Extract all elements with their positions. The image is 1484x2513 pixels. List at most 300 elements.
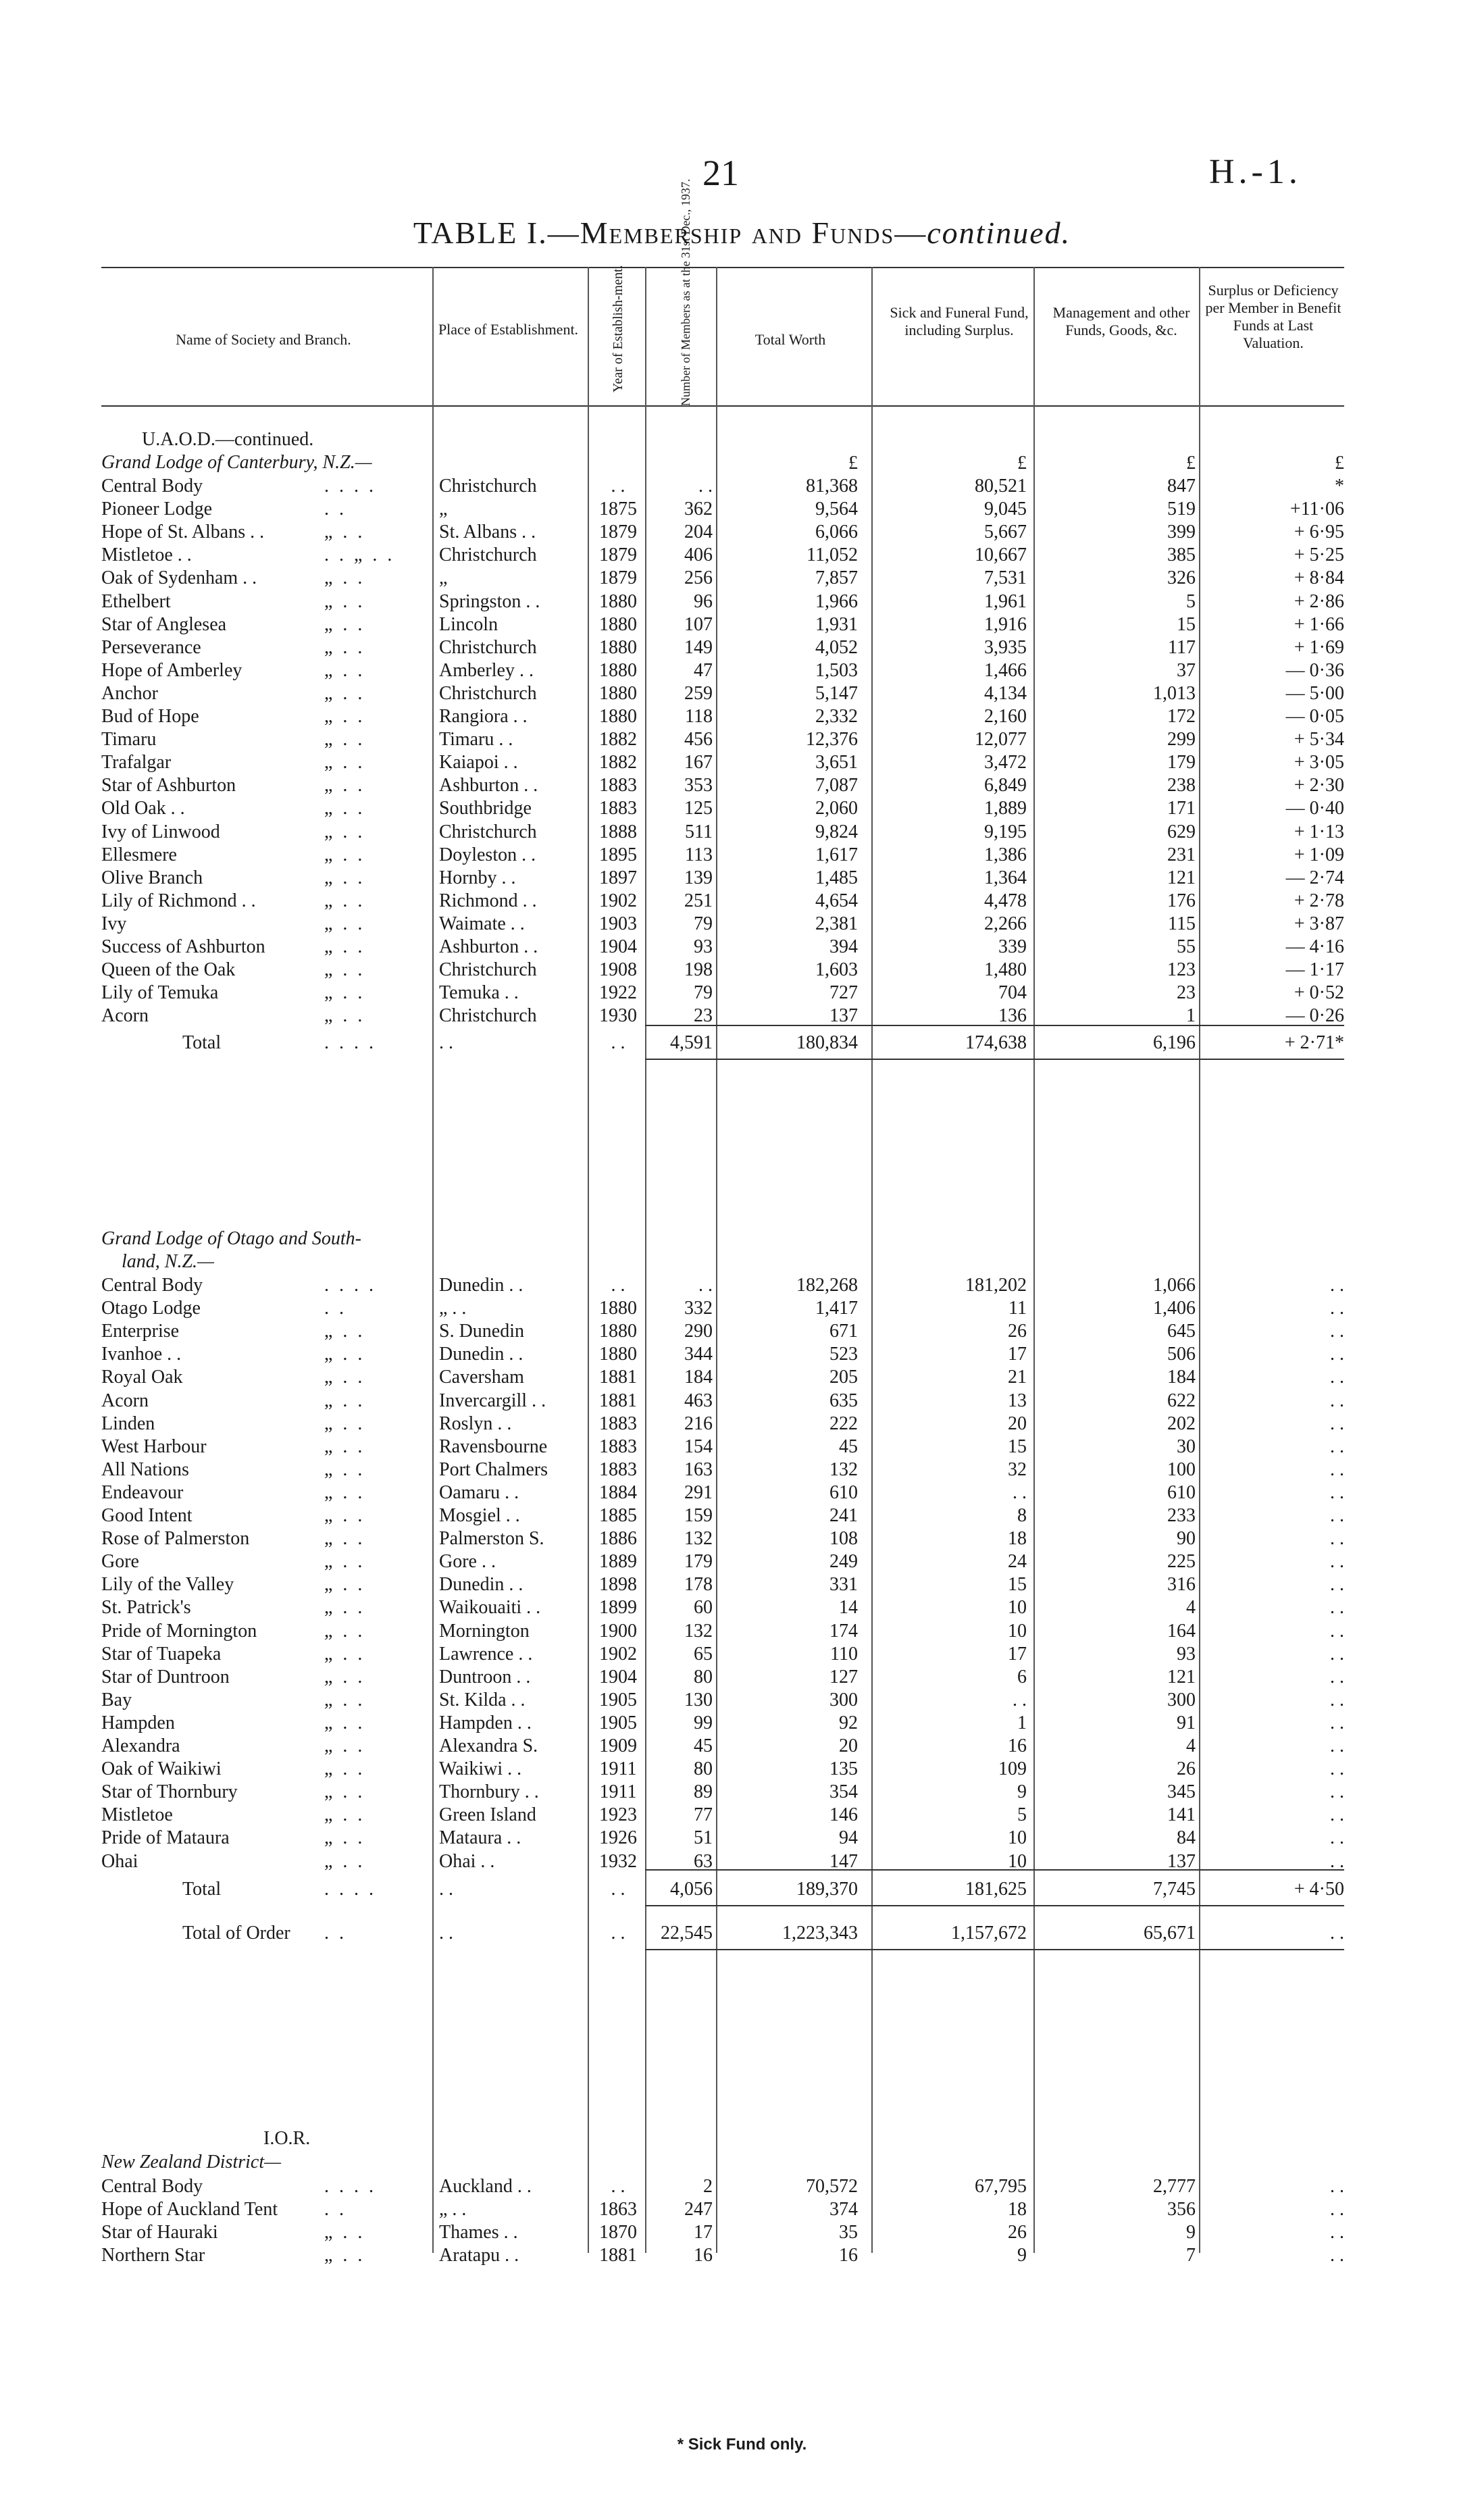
cell-sick: 1,889 — [984, 798, 1027, 819]
cell-place: Doyleston . . — [439, 844, 536, 865]
cell-year: 1905 — [599, 1712, 637, 1733]
cell-dots: „ . . — [324, 1735, 365, 1756]
total-rule — [645, 1059, 1344, 1060]
cell-place: „ — [439, 499, 448, 520]
cell-mgmt: 23 — [1177, 982, 1196, 1004]
cell-worth: 2,060 — [815, 798, 858, 819]
cell-place: Mornington — [439, 1620, 530, 1642]
cell-surplus: . . — [1330, 1298, 1344, 1319]
cell-members: 107 — [684, 613, 713, 635]
cell-place: „ . . — [439, 2199, 467, 2220]
cell-worth: 6,066 — [815, 522, 858, 543]
cell-name: Star of Hauraki — [101, 2222, 218, 2243]
cell-worth: 205 — [829, 1367, 858, 1388]
cell-year: 1880 — [599, 1298, 637, 1319]
cell-year: 1870 — [599, 2222, 637, 2243]
cell-surplus: + 3·05 — [1294, 752, 1344, 773]
cell-mgmt: 610 — [1167, 1481, 1196, 1503]
cell-name: Lily of Richmond . . — [101, 890, 256, 911]
table-row — [101, 498, 1344, 521]
cell-worth: 70,572 — [806, 2176, 858, 2197]
cell-name: Ohai — [101, 1850, 138, 1872]
cell-mgmt: 316 — [1167, 1574, 1196, 1596]
cell-sick: 181,202 — [965, 1275, 1027, 1296]
cell-mgmt: 176 — [1167, 890, 1196, 911]
cell-place: Roslyn . . — [439, 1413, 512, 1434]
cell-year: 1911 — [599, 1781, 637, 1803]
cell-worth: 1,931 — [815, 613, 858, 635]
cell-sick: 21 — [1008, 1367, 1027, 1388]
cell-dots: „ . . — [324, 706, 365, 727]
section-title: Grand Lodge of Otago and South- — [101, 1228, 361, 1249]
cell-sick: 24 — [1008, 1551, 1027, 1573]
cell-surplus: . . — [1330, 1804, 1344, 1826]
cell-surplus: + 1·66 — [1294, 613, 1344, 635]
cell-year: 1883 — [599, 1436, 637, 1457]
cell-members: 23 — [694, 1005, 713, 1027]
cell-year: 1863 — [599, 2199, 637, 2220]
cell-year: 1884 — [599, 1481, 637, 1503]
cell-surplus: * — [1335, 476, 1344, 497]
cell-worth: 610 — [829, 1481, 858, 1503]
cell-worth: 394 — [829, 936, 858, 957]
cell-name: Ivy of Linwood — [101, 821, 220, 842]
table-title — [0, 215, 1484, 251]
cell-mgmt: 1,406 — [1153, 1298, 1196, 1319]
section-subtitle: New Zealand District— — [101, 2152, 282, 2173]
cell-sick: 15 — [1008, 1574, 1027, 1596]
cell-year: 1880 — [599, 613, 637, 635]
cell-mgmt: 519 — [1167, 499, 1196, 520]
cell-year: 1923 — [599, 1804, 637, 1826]
cell-name: Central Body — [101, 1275, 203, 1296]
cell-members: 179 — [684, 1551, 713, 1573]
cell-name: Ethelbert — [101, 590, 171, 612]
table-row — [101, 705, 1344, 728]
cell-year: 1883 — [599, 1458, 637, 1480]
cell-place: Rangiora . . — [439, 706, 528, 727]
cell-members: 93 — [694, 936, 713, 957]
cell-place: Waikiwi . . — [439, 1758, 522, 1780]
cell-name: Pride of Mornington — [101, 1620, 257, 1642]
cell-sick: 13 — [1008, 1390, 1027, 1411]
cell-worth: 110 — [830, 1643, 858, 1665]
cell-name: Total of Order — [182, 1923, 290, 1944]
cell-members: 344 — [684, 1344, 713, 1365]
cell-mgmt: 225 — [1167, 1551, 1196, 1573]
table-row — [101, 1804, 1344, 1827]
cell-place: Caversham — [439, 1367, 524, 1388]
cell-place: Thames . . — [439, 2222, 518, 2243]
header-name: Name of Society and Branch. — [176, 331, 351, 348]
cell-name: Lily of Temuka — [101, 982, 219, 1004]
cell-sick: 26 — [1008, 1321, 1027, 1342]
cell-place: Invercargill . . — [439, 1390, 546, 1411]
cell-sick: 109 — [998, 1758, 1027, 1780]
cell-name: Total — [182, 1032, 222, 1053]
section-subtitle: Grand Lodge of Canterbury, N.Z.— — [101, 452, 372, 473]
cell-sick: 2,160 — [984, 706, 1027, 727]
cell-name: Total — [182, 1879, 222, 1900]
cell-worth: 635 — [829, 1390, 858, 1411]
cell-members: 77 — [694, 1804, 713, 1826]
cell-year: 1881 — [599, 1367, 637, 1388]
cell-mgmt: 345 — [1167, 1781, 1196, 1803]
cell-mgmt: 90 — [1177, 1528, 1196, 1550]
cell-year: 1880 — [599, 682, 637, 704]
cell-surplus: . . — [1330, 1458, 1344, 1480]
total-rule — [645, 1949, 1344, 1950]
table-row — [101, 1436, 1344, 1458]
cell-dots: „ . . — [324, 1804, 365, 1826]
table-row — [101, 1366, 1344, 1389]
cell-surplus: + 1·09 — [1294, 844, 1344, 865]
cell-sick: 10 — [1008, 1597, 1027, 1619]
table-row — [101, 913, 1344, 936]
page-reference: H.-1. — [1209, 153, 1302, 191]
cell-place: Christchurch — [439, 1005, 537, 1027]
cell-members: 22,545 — [661, 1923, 713, 1944]
cell-surplus: . . — [1330, 1413, 1344, 1434]
cell-year: 1888 — [599, 821, 637, 842]
cell-year: 1911 — [599, 1758, 637, 1780]
cell-surplus: + 4·50 — [1294, 1879, 1344, 1900]
cell-year: 1905 — [599, 1689, 637, 1710]
cell-sick: 18 — [1008, 1528, 1027, 1550]
table-row — [101, 1758, 1344, 1781]
cell-dots: „ . . — [324, 1390, 365, 1411]
cell-mgmt: 184 — [1167, 1367, 1196, 1388]
table-row — [101, 728, 1344, 751]
cell-surplus: — 0·40 — [1285, 798, 1344, 819]
cell-worth: 1,485 — [815, 867, 858, 888]
cell-members: 332 — [684, 1298, 713, 1319]
cell-dots: „ . . — [324, 1344, 365, 1365]
cell-worth: 16 — [839, 2245, 858, 2266]
table-row — [101, 1413, 1344, 1436]
cell-surplus: . . — [1330, 2199, 1344, 2220]
cell-year: 1903 — [599, 913, 637, 934]
cell-sick: 6,849 — [984, 775, 1027, 796]
cell-dots: „ . . — [324, 590, 365, 612]
cell-members: 80 — [694, 1758, 713, 1780]
cell-place: Richmond . . — [439, 890, 537, 911]
cell-sick: 1 — [1017, 1712, 1027, 1733]
cell-name: Olive Branch — [101, 867, 203, 888]
cell-surplus: . . — [1330, 1367, 1344, 1388]
cell-sick: 20 — [1008, 1413, 1027, 1434]
cell-name: Rose of Palmerston — [101, 1528, 250, 1550]
cell-mgmt: 399 — [1167, 522, 1196, 543]
cell-surplus: . . — [1330, 2245, 1344, 2266]
cell-dots: „ . . — [324, 1597, 365, 1619]
cell-surplus: + 2·71* — [1284, 1032, 1344, 1053]
cell-name: Central Body — [101, 476, 203, 497]
cell-mgmt: 385 — [1167, 544, 1196, 566]
cell-surplus: + 1·69 — [1294, 636, 1344, 658]
cell-mgmt: 84 — [1177, 1827, 1196, 1849]
table-row — [101, 890, 1344, 913]
cell-members: 251 — [684, 890, 713, 911]
cell-mgmt: 622 — [1167, 1390, 1196, 1411]
table-row — [101, 1573, 1344, 1596]
cell-dots: . . — [324, 499, 347, 520]
cell-mgmt: 9 — [1186, 2222, 1196, 2243]
cell-members: 167 — [684, 752, 713, 773]
cell-year: 1881 — [599, 1390, 637, 1411]
cell-members: 256 — [684, 567, 713, 589]
cell-name: St. Patrick's — [101, 1597, 191, 1619]
cell-dots: „ . . — [324, 522, 365, 543]
table-row — [101, 2244, 1344, 2267]
cell-name: Trafalgar — [101, 752, 172, 773]
cell-sick: 17 — [1008, 1643, 1027, 1665]
cell-mgmt: 1,066 — [1153, 1275, 1196, 1296]
cell-sick: 18 — [1008, 2199, 1027, 2220]
cell-name: Otago Lodge — [101, 1298, 201, 1319]
cell-members: 4,591 — [670, 1032, 713, 1053]
cell-sick: 9 — [1017, 1781, 1027, 1803]
cell-mgmt: 55 — [1177, 936, 1196, 957]
cell-members: 63 — [694, 1850, 713, 1872]
cell-name: Pride of Mataura — [101, 1827, 230, 1849]
cell-place: Springston . . — [439, 590, 540, 612]
cell-surplus: . . — [1330, 1827, 1344, 1849]
cell-sick: 5,667 — [984, 522, 1027, 543]
cell-name: All Nations — [101, 1458, 189, 1480]
cell-surplus: — 0·05 — [1285, 706, 1344, 727]
table-row — [101, 982, 1344, 1005]
cell-surplus: . . — [1330, 1620, 1344, 1642]
cell-name: Hope of St. Albans . . — [101, 522, 265, 543]
header-worth: Total Worth — [754, 331, 826, 348]
cell-worth: 523 — [829, 1344, 858, 1365]
header-mgmt: Management and other Funds, Goods, &c. — [1052, 304, 1190, 338]
cell-surplus: + 6·95 — [1294, 522, 1344, 543]
cell-members: 17 — [694, 2222, 713, 2243]
cell-worth: 45 — [839, 1436, 858, 1457]
cell-mgmt: 137 — [1167, 1850, 1196, 1872]
table-row — [101, 1274, 1344, 1297]
cell-place: . . — [439, 1879, 453, 1900]
table-row — [101, 1320, 1344, 1343]
cell-members: 247 — [684, 2199, 713, 2220]
table-row — [101, 544, 1344, 567]
cell-members: 45 — [694, 1735, 713, 1756]
cell-dots: „ . . — [324, 752, 365, 773]
cell-name: Oak of Sydenham . . — [101, 567, 257, 589]
cell-year: 1909 — [599, 1735, 637, 1756]
cell-name: Star of Anglesea — [101, 613, 227, 635]
cell-surplus: . . — [1330, 1643, 1344, 1665]
cell-dots: „ . . — [324, 613, 365, 635]
cell-place: Christchurch — [439, 476, 537, 497]
cell-place: Auckland . . — [439, 2176, 532, 2197]
cell-worth: 108 — [829, 1528, 858, 1550]
cell-sick: 1,386 — [984, 844, 1027, 865]
cell-surplus: . . — [1330, 2222, 1344, 2243]
cell-name: Mistletoe . . — [101, 544, 192, 566]
cell-surplus: + 5·34 — [1294, 729, 1344, 751]
cell-dots: „ . . — [324, 1528, 365, 1550]
cell-surplus: — 0·36 — [1285, 659, 1344, 681]
cell-worth: 137 — [829, 1005, 858, 1027]
cell-place: Duntroon . . — [439, 1666, 531, 1687]
cell-dots: „ . . — [324, 2245, 365, 2266]
cell-worth: 1,966 — [815, 590, 858, 612]
table-row — [101, 636, 1344, 659]
cell-dots: „ . . — [324, 867, 365, 888]
cell-place: Hampden . . — [439, 1712, 532, 1733]
cell-surplus: — 4·16 — [1285, 936, 1344, 957]
cell-surplus: . . — [1330, 1689, 1344, 1710]
table-row — [101, 1781, 1344, 1804]
cell-sick: 67,795 — [975, 2176, 1027, 2197]
cell-place: Palmerston S. — [439, 1528, 544, 1550]
cell-dots: . . . . — [324, 2176, 376, 2197]
cell-surplus: . . — [1330, 1850, 1344, 1872]
cell-surplus: . . — [1330, 1574, 1344, 1596]
cell-place: Kaiapoi . . — [439, 752, 518, 773]
cell-dots: . . „ . . — [324, 544, 395, 566]
cell-dots: . . . . — [324, 476, 376, 497]
cell-place: . . — [439, 1923, 453, 1944]
cell-members: 65 — [694, 1643, 713, 1665]
cell-mgmt: 115 — [1168, 913, 1196, 934]
cell-year: 1879 — [599, 522, 637, 543]
cell-dots: „ . . — [324, 1413, 365, 1434]
cell-name: West Harbour — [101, 1436, 207, 1457]
cell-name: Queen of the Oak — [101, 959, 236, 981]
cell-sick: 136 — [998, 1005, 1027, 1027]
cell-dots: „ . . — [324, 1689, 365, 1710]
cell-year: . . — [611, 1032, 625, 1053]
cell-year: 1880 — [599, 659, 637, 681]
table-row — [101, 1620, 1344, 1643]
table-row — [101, 567, 1344, 590]
cell-mgmt: 30 — [1177, 1436, 1196, 1457]
cell-sick: . . — [1013, 1689, 1027, 1710]
cell-name: Central Body — [101, 2176, 203, 2197]
cell-year: 1880 — [599, 1321, 637, 1342]
cell-mgmt: 4 — [1186, 1735, 1196, 1756]
cell-surplus: + 1·13 — [1294, 821, 1344, 842]
cell-year: 1885 — [599, 1505, 637, 1526]
cell-mgmt: 141 — [1167, 1804, 1196, 1826]
cell-place: „ . . — [439, 1298, 467, 1319]
cell-place: Ohai . . — [439, 1850, 495, 1872]
cell-members: 79 — [694, 913, 713, 934]
cell-surplus: +11·06 — [1289, 499, 1344, 520]
total-row — [101, 1878, 1344, 1901]
cell-surplus: . . — [1330, 1551, 1344, 1573]
cell-mgmt: 15 — [1177, 613, 1196, 635]
header-surplus: Surplus or Deficiency per Member in Benefit Funds at Last Valuation. — [1205, 282, 1341, 351]
cell-dots: „ . . — [324, 1551, 365, 1573]
table-row — [101, 797, 1344, 820]
title-suffix: continued. — [927, 215, 1071, 250]
cell-members: 163 — [684, 1458, 713, 1480]
cell-surplus: — 2·74 — [1285, 867, 1344, 888]
cell-sick: 17 — [1008, 1344, 1027, 1365]
currency-surplus: £ — [1335, 453, 1344, 474]
cell-sick: 1,466 — [984, 659, 1027, 681]
cell-members: 184 — [684, 1367, 713, 1388]
cell-worth: 11,052 — [807, 544, 858, 566]
cell-mgmt: 1 — [1186, 1005, 1196, 1027]
cell-mgmt: 121 — [1167, 1666, 1196, 1687]
cell-members: 139 — [684, 867, 713, 888]
cell-surplus: — 5·00 — [1285, 682, 1344, 704]
cell-name: Pioneer Lodge — [101, 499, 213, 520]
cell-place: Alexandra S. — [439, 1735, 538, 1756]
cell-sick: 8 — [1017, 1505, 1027, 1526]
cell-surplus: + 8·84 — [1294, 567, 1344, 589]
cell-year: . . — [611, 1275, 625, 1296]
cell-surplus: . . — [1330, 1735, 1344, 1756]
cell-worth: 174 — [829, 1620, 858, 1642]
cell-place: S. Dunedin — [439, 1321, 524, 1342]
cell-name: Alexandra — [101, 1735, 180, 1756]
cell-name: Ellesmere — [101, 844, 177, 865]
cell-dots: „ . . — [324, 1781, 365, 1803]
table-row — [101, 682, 1344, 705]
cell-place: Christchurch — [439, 636, 537, 658]
cell-dots: „ . . — [324, 1005, 365, 1027]
cell-mgmt: 645 — [1167, 1321, 1196, 1342]
cell-sick: 339 — [998, 936, 1027, 957]
cell-name: Perseverance — [101, 636, 201, 658]
cell-mgmt: 65,671 — [1144, 1923, 1196, 1944]
cell-mgmt: 6,196 — [1153, 1032, 1196, 1053]
table-row — [101, 1458, 1344, 1481]
cell-dots: „ . . — [324, 1643, 365, 1665]
cell-place: Lawrence . . — [439, 1643, 533, 1665]
cell-mgmt: 629 — [1167, 821, 1196, 842]
table-row — [101, 2198, 1344, 2221]
cell-members: 2 — [703, 2176, 713, 2197]
cell-name: Endeavour — [101, 1481, 184, 1503]
cell-year: 1908 — [599, 959, 637, 981]
cell-worth: 35 — [839, 2222, 858, 2243]
cell-worth: 331 — [829, 1574, 858, 1596]
currency-sick: £ — [1017, 453, 1027, 474]
cell-year: 1922 — [599, 982, 637, 1004]
cell-surplus: + 0·52 — [1294, 982, 1344, 1004]
cell-name: Hope of Auckland Tent — [101, 2199, 278, 2220]
cell-worth: 671 — [829, 1321, 858, 1342]
cell-sick: 9,045 — [984, 499, 1027, 520]
cell-name: Ivy — [101, 913, 127, 934]
cell-mgmt: 179 — [1167, 752, 1196, 773]
table-row — [101, 2175, 1344, 2198]
cell-sick: 1,961 — [984, 590, 1027, 612]
cell-worth: 189,370 — [796, 1879, 858, 1900]
cell-worth: 4,052 — [815, 636, 858, 658]
cell-place: Waimate . . — [439, 913, 525, 934]
cell-place: Green Island — [439, 1804, 536, 1826]
cell-dots: „ . . — [324, 798, 365, 819]
cell-dots: „ . . — [324, 1458, 365, 1480]
cell-members: 259 — [684, 682, 713, 704]
cell-members: 149 — [684, 636, 713, 658]
cell-place: Aratapu . . — [439, 2245, 519, 2266]
section-title: I.O.R. — [263, 2128, 311, 2149]
cell-year: 1902 — [599, 1643, 637, 1665]
cell-members: 159 — [684, 1505, 713, 1526]
cell-dots: „ . . — [324, 936, 365, 957]
cell-year: 1882 — [599, 752, 637, 773]
